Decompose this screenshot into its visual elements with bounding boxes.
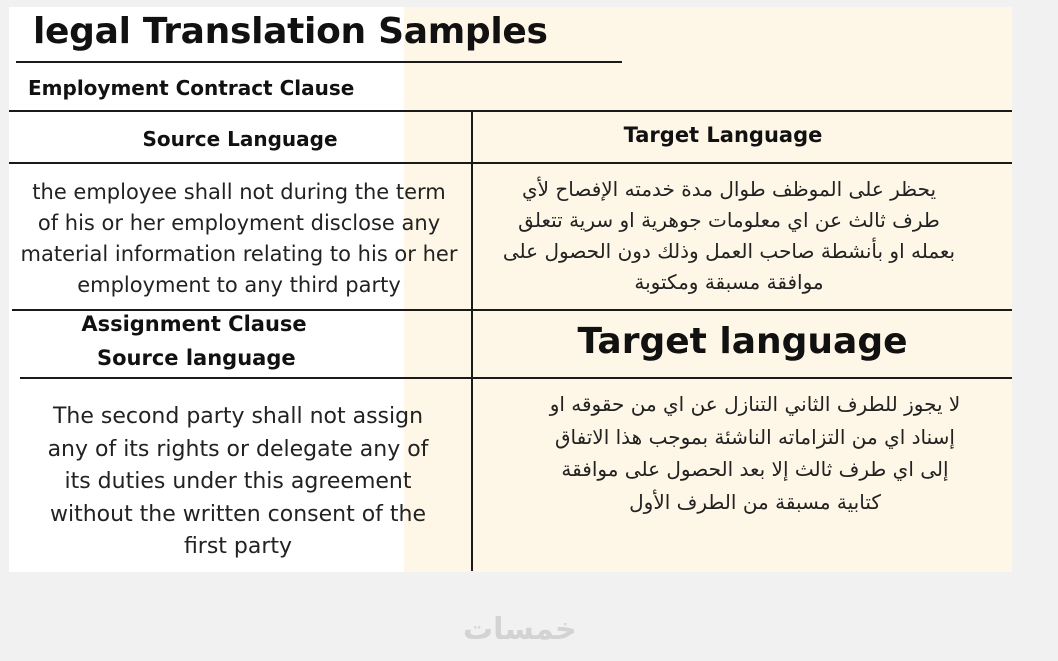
divider-line — [9, 162, 1012, 164]
source-language-header: Source Language — [142, 127, 338, 151]
target-language-header-2: Target language — [577, 321, 908, 362]
translation-card — [9, 7, 1012, 572]
source-text-employment: the employee shall not during the term of his or her employment disclose any material information relating to his or her employment to any third party — [20, 180, 458, 297]
source-text-assignment: The second party shall not assign any of its rights or delegate any of its duties under this agreement without the written consent of the first party — [47, 404, 429, 559]
page-title: legal Translation Samples — [33, 11, 548, 52]
title-underline — [16, 61, 622, 63]
divider-line — [20, 377, 1012, 379]
section-heading-employment: Employment Contract Clause — [28, 76, 355, 100]
divider-line — [9, 110, 1012, 112]
source-language-header-2: Source language — [97, 346, 296, 370]
target-language-header: Target Language — [623, 123, 823, 147]
watermark-logo: خمسات — [463, 612, 577, 647]
divider-line — [12, 309, 1012, 311]
target-text-assignment: لا يجوز للطرف الثاني التنازل عن اي من حقوقه او إسناد اي من التزاماته الناشئة بموجب هذا الاتفاق إلى اي طرف ثالث إلا بعد الحصول على موافقة كتابية مسبقة من الطرف الأول — [549, 392, 961, 514]
section-heading-assignment: Assignment Clause — [81, 312, 307, 336]
target-text-employment: يحظر على الموظف طوال مدة خدمته الإفصاح لأي طرف ثالث عن اي معلومات جوهرية او سرية تتعلق بعمله او بأنشطة صاحب العمل وذلك دون الحصول على موافقة مسبقة ومكتوبة — [502, 177, 956, 294]
